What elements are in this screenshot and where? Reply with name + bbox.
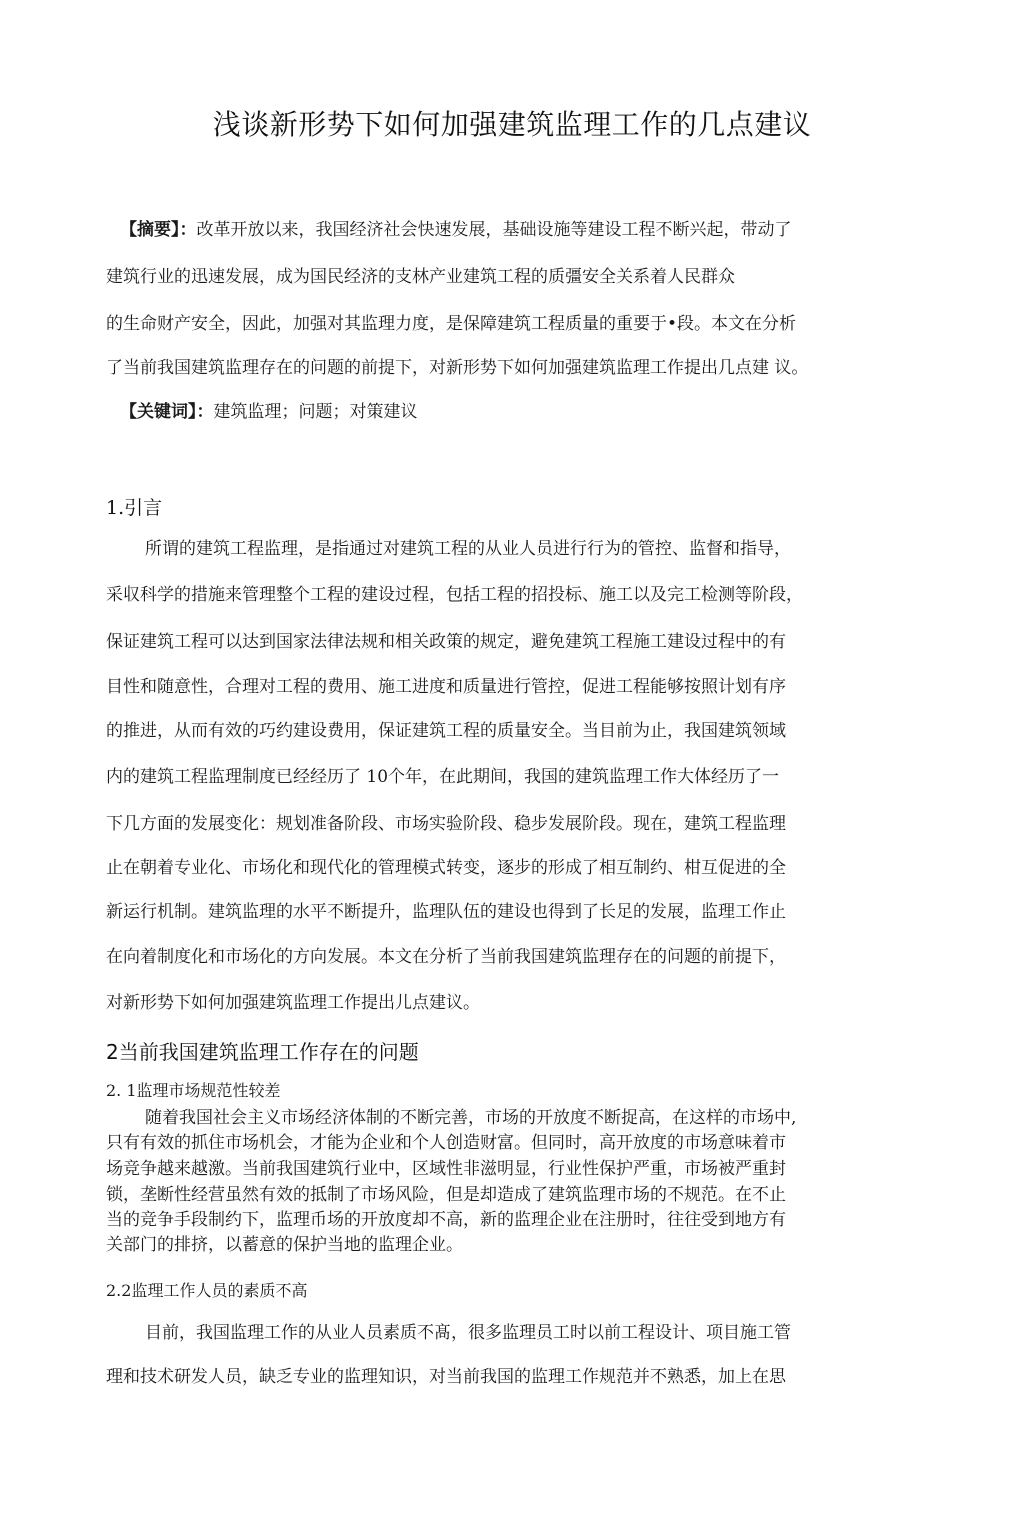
abstract-line-1 bbox=[120, 218, 792, 242]
subsection-2-2-line: 理和技术研发人员，缺乏专业的监理知识，对当前我国的监理工作规范并不熟悉，加上在思 bbox=[106, 1367, 786, 1387]
keywords-tag: 【关键词】 bbox=[120, 402, 197, 422]
keywords-sep: ： bbox=[196, 402, 214, 422]
subsection-2-1-heading: 2. 1监理市场规范性较差 bbox=[106, 1081, 281, 1100]
section1-line: 所谓的建筑工程监理，是指通过对建筑工程的从业人员进行行为的管控、监督和指导， bbox=[145, 539, 791, 559]
abstract-line-4: 了当前我国建筑监理存在的问题的前提下，对新形势下如何加强建筑监理工作提出几点建 议。 bbox=[106, 358, 809, 378]
section1-line: 在向着制度化和市场化的方向发展。本文在分析了当前我国建筑监理存在的问题的前提下， bbox=[106, 947, 786, 967]
subsection-2-1-line: 关部门的排挤，以蓄意的保护当地的监理企业。 bbox=[106, 1235, 463, 1255]
section1-line: 的推进，从而有效的巧约建设费用，保证建筑工程的质量安全。当目前为止，我国建筑领域 bbox=[106, 721, 786, 741]
section1-line: 新运行机制。建筑监理的水平不断提升，监理队伍的建设也得到了长足的发展，监理工作止 bbox=[106, 902, 786, 922]
section1-line: 采収科学的措施来管理整个工程的建设过程，包括工程的招投标、施工以及完工检测等阶段， bbox=[106, 585, 803, 605]
keywords-text: 建筑监理；问题；对策建议 bbox=[213, 402, 418, 422]
section1-line: 止在朝着专业化、市场化和现代化的管理模式转变，逐步的形成了相互制约、柑互促进的全 bbox=[106, 858, 786, 878]
subsection-2-1-line: 随着我国社会主义市场经济体制的不断完善，市场的开放度不断捉高，在这样的市场中, bbox=[145, 1108, 797, 1128]
subsection-2-1-line: 锁，垄断性经营虽然有效的抵制了市场风险，但是却造成了建筑监理市场的不规范。在不止 bbox=[106, 1185, 786, 1205]
abstract-text-1: 改革开放以来，我国经济社会快速发展，基础设施等建设工程不断兴起，带动了 bbox=[196, 220, 792, 240]
section1-line: 对新形势下如何加强建筑监理工作提出儿点建议。 bbox=[106, 993, 480, 1013]
section1-line: 内的建筑工程监理制度已经经历了 10个年，在此期间，我国的建筑监理工作大体经历了一 bbox=[106, 767, 780, 787]
section1-line: 目性和随意性，合理对工程的费用、施工进度和质量进行管控，促进工程能够按照计划有序 bbox=[106, 677, 786, 697]
subsection-2-2-heading: 2.2监理工作人员的素质不高 bbox=[106, 1281, 308, 1300]
page-title: 浅谈新形势下如何加强建筑监理工作的几点建议 bbox=[212, 108, 812, 141]
subsection-2-1-line: 场竞争越来越激。当前我国建筑行业中，区域性非滋明显，行业性保护严重，市场被严重封 bbox=[106, 1159, 786, 1179]
abstract-line-3: 的生命财产安全，因此，加强对其监理力度，是保障建筑工程质量的重要于•段。本文在分析 bbox=[106, 314, 797, 334]
subsection-2-2-line: 目前，我国监理工作的从业人员素质不髙，很多监理员工时以前工程设计、项目施工管 bbox=[145, 1323, 791, 1343]
section2-heading: 2当前我国建筑监理工作存在的问题 bbox=[106, 1040, 419, 1064]
subsection-2-1-line: 只有有效的抓住市场机会，才能为企业和个人创造财富。但同时，高开放度的市场意味着市 bbox=[106, 1133, 786, 1153]
section1-heading: 1.引言 bbox=[106, 497, 163, 519]
subsection-2-1-line: 当的竞争手段制约下，监理币场的开放度却不高，新的监理企业在注册时，往往受到地方有 bbox=[106, 1210, 786, 1230]
keywords-line bbox=[120, 400, 418, 424]
abstract-tag: 【摘要】 bbox=[120, 220, 180, 240]
section1-line: 保证建筑工程可以达到国家法律法规和相关政策的规定，避免建筑工程施工建设过程中的有 bbox=[106, 632, 786, 652]
abstract-sep: ： bbox=[179, 220, 197, 240]
abstract-line-2: 建筑行业的迅速发展，成为国民经济的支林产业建筑工程的质彊安全关系着人民群众 bbox=[106, 267, 735, 287]
section1-line: 下几方面的发展变化：规划准备阶段、市场实验阶段、稳步发展阶段。现在，建筑工程监理 bbox=[106, 814, 786, 834]
